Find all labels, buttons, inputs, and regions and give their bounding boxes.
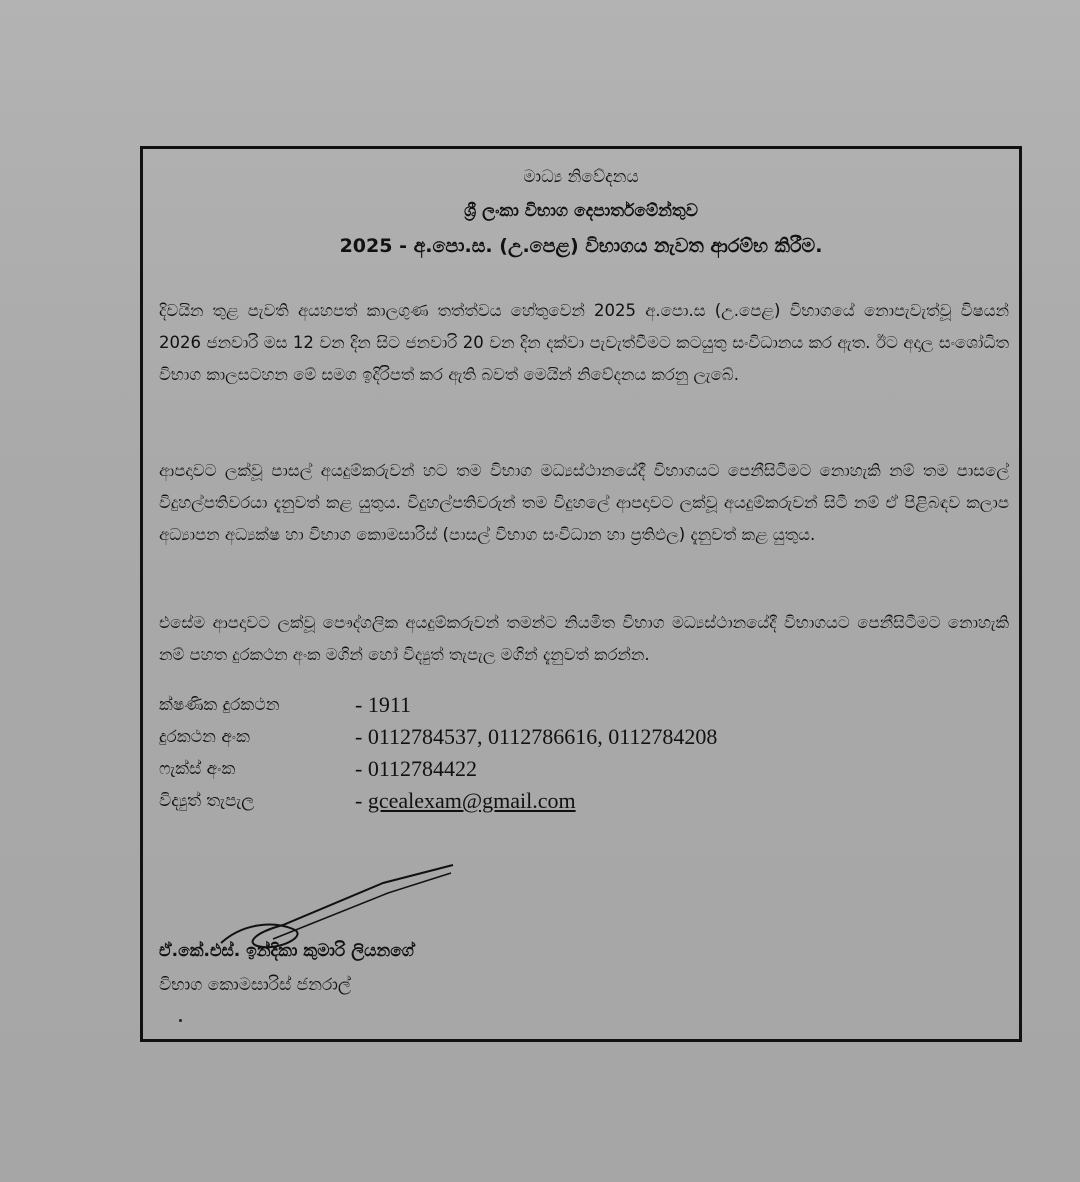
contact-value: - 0112784537, 0112786616, 0112784208 [355,724,718,749]
paragraph-private-candidates: එසේම ආපදාවට ලක්වූ පෞද්ගලික අයදුම්කරුවන් තමන්ට නියමිත විභාග මධ්‍යස්ථානයේදී විභාගයට පෙනීසිටීමට නොහැකි නම් පහත දුරකථන අංක මගින් හෝ විද්‍යුත් තැපැල මගින් දැනුවත් කරන්න. [159,613,1009,664]
signer-name: ඒ.කේ.එස්. ඉන්දිකා කුමාරි ලියනගේ [159,941,414,961]
email-dash: - [355,788,368,813]
contact-row-hotline [159,689,717,721]
contact-value: - 1911 [355,692,412,717]
contact-row-phone [159,721,717,753]
email-link[interactable]: gcealexam@gmail.com [367,788,576,813]
press-release-frame [140,146,1022,1042]
paragraph-school-candidates: ආපදාවට ලක්වූ පාසල් අයදුම්කරුවන් හට තම විභාග මධ්‍යස්ථානයේදී විභාගයට පෙනීසිටීමට නොහැකි නම් තම පාසලේ විදුහල්පතිවරයා දැනුවත් කළ යුතුය. විදුහල්පතිවරුන් තම විදුහලේ ආපදාවට ලක්වූ අයදුම්කරුවන් සිටී නම් ඒ පිළිබඳව කලාප අධ්‍යාපන අධ්‍යක්ෂ හා විභාග කොමසාරිස් (පාසල් විභාග සංවිධාන හා ප්‍රතිඵල) දැනුවත් කළ යුතුය. [159,461,1009,544]
paragraph-rescheduling: දිවයින තුළ පැවති අයහපත් කාලගුණ තත්ත්වය හේතුවෙන් 2025 අ.පො.ස (උ.පෙළ) විභාගයේ නොපැවැත්වූ විෂයන් 2026 ජනවාරි මස 12 වන දින සිට ජනවාරි 20 වන දින දක්වා පැවැත්වීමට කටයුතු සංවිධානය කර ඇත. ඊට අදාල සංශෝධිත විභාග කාලසටහන මේ සමග ඉදිරිපත් කර ඇති බවත් මෙයින් නිවේදනය කරනු ලැබේ. [159,301,1009,384]
release-type-heading: මාධ්‍ය නිවේදනය [523,167,639,187]
signature-image [213,863,463,953]
contact-value [355,788,576,814]
release-title: 2025 - අ.පො.ස. (උ.පෙළ) විභාගය නැවත ආරම්භ කිරීම. [339,235,823,257]
contact-label: දුරකථන අංක [159,727,250,747]
scan-speck [179,1019,182,1022]
contact-row-fax [159,753,717,785]
contact-label: ක්ෂණික දුරකථන [159,695,280,715]
contact-list [159,689,717,817]
contact-row-email [159,785,717,817]
department-name: ශ්‍රී ලංකා විභාග දෙපාර්තමේන්තුව [464,201,698,221]
contact-value: - 0112784422 [355,756,478,781]
contact-label: විද්‍යුත් තැපැල [159,791,255,811]
signer-title: විභාග කොමසාරිස් ජනරාල් [159,975,351,995]
contact-label: ෆැක්ස් අංක [159,759,236,779]
